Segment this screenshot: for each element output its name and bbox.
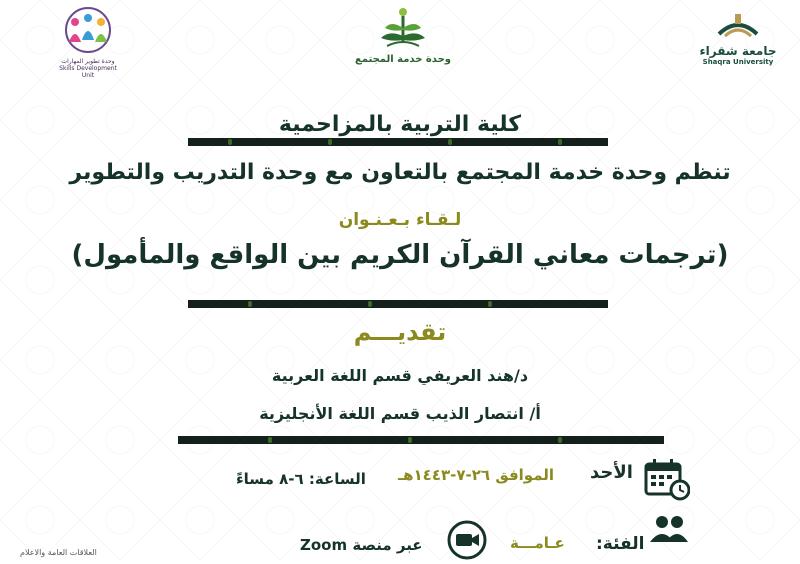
decorative-strip [188, 300, 608, 308]
skills-people-icon [61, 6, 115, 54]
decorative-strip [178, 436, 664, 444]
skills-unit-name-en: Skills Development Unit [59, 65, 117, 79]
presenter-1: د/هند العريفي قسم اللغة العربية [271, 366, 529, 385]
event-time: الساعة: ٦-٨ مساءً [236, 470, 366, 488]
audience-icon [650, 514, 688, 548]
video-camera-icon [446, 520, 488, 564]
platform-text: عبر منصة Zoom [300, 536, 423, 554]
meeting-title: (ترجمات معاني القرآن الكريم بين الواقع والمأمول) [71, 240, 729, 270]
presenter-2: أ/ انتصار الذيب قسم اللغة الأنجليزية [259, 404, 541, 423]
footer-department: العلاقات العامة والاعلام [20, 548, 97, 557]
plant-book-icon [373, 2, 433, 52]
skills-unit-logo [56, 6, 120, 79]
skills-unit-name-ar: وحدة تطوير المهارات [61, 58, 115, 65]
event-date: الموافق ٢٦-٧-١٤٤٣هـ [398, 466, 555, 484]
decorative-strip [188, 138, 608, 146]
calendar-icon [644, 458, 690, 506]
presented-by-heading: تقديـــم [353, 318, 447, 346]
community-unit-name: وحدة خدمة المجتمع [354, 54, 451, 65]
category-label: الفئة: [596, 534, 645, 554]
university-name-en: Shaqra University [702, 58, 774, 66]
college-name: كلية التربية بالمزاحمية [278, 112, 522, 137]
category-value: عـامـــة [510, 534, 565, 552]
event-day: الأحد [590, 462, 633, 483]
university-name-ar: جامعة شقراء [699, 44, 777, 58]
university-emblem-icon [715, 12, 761, 40]
shaqra-university-logo [698, 12, 778, 66]
organizer-line: تنظم وحدة خدمة المجتمع بالتعاون مع وحدة التدريب والتطوير [69, 160, 731, 185]
meeting-label: لـقـاء بـعـنـوان [338, 210, 462, 230]
community-service-logo [348, 2, 458, 65]
